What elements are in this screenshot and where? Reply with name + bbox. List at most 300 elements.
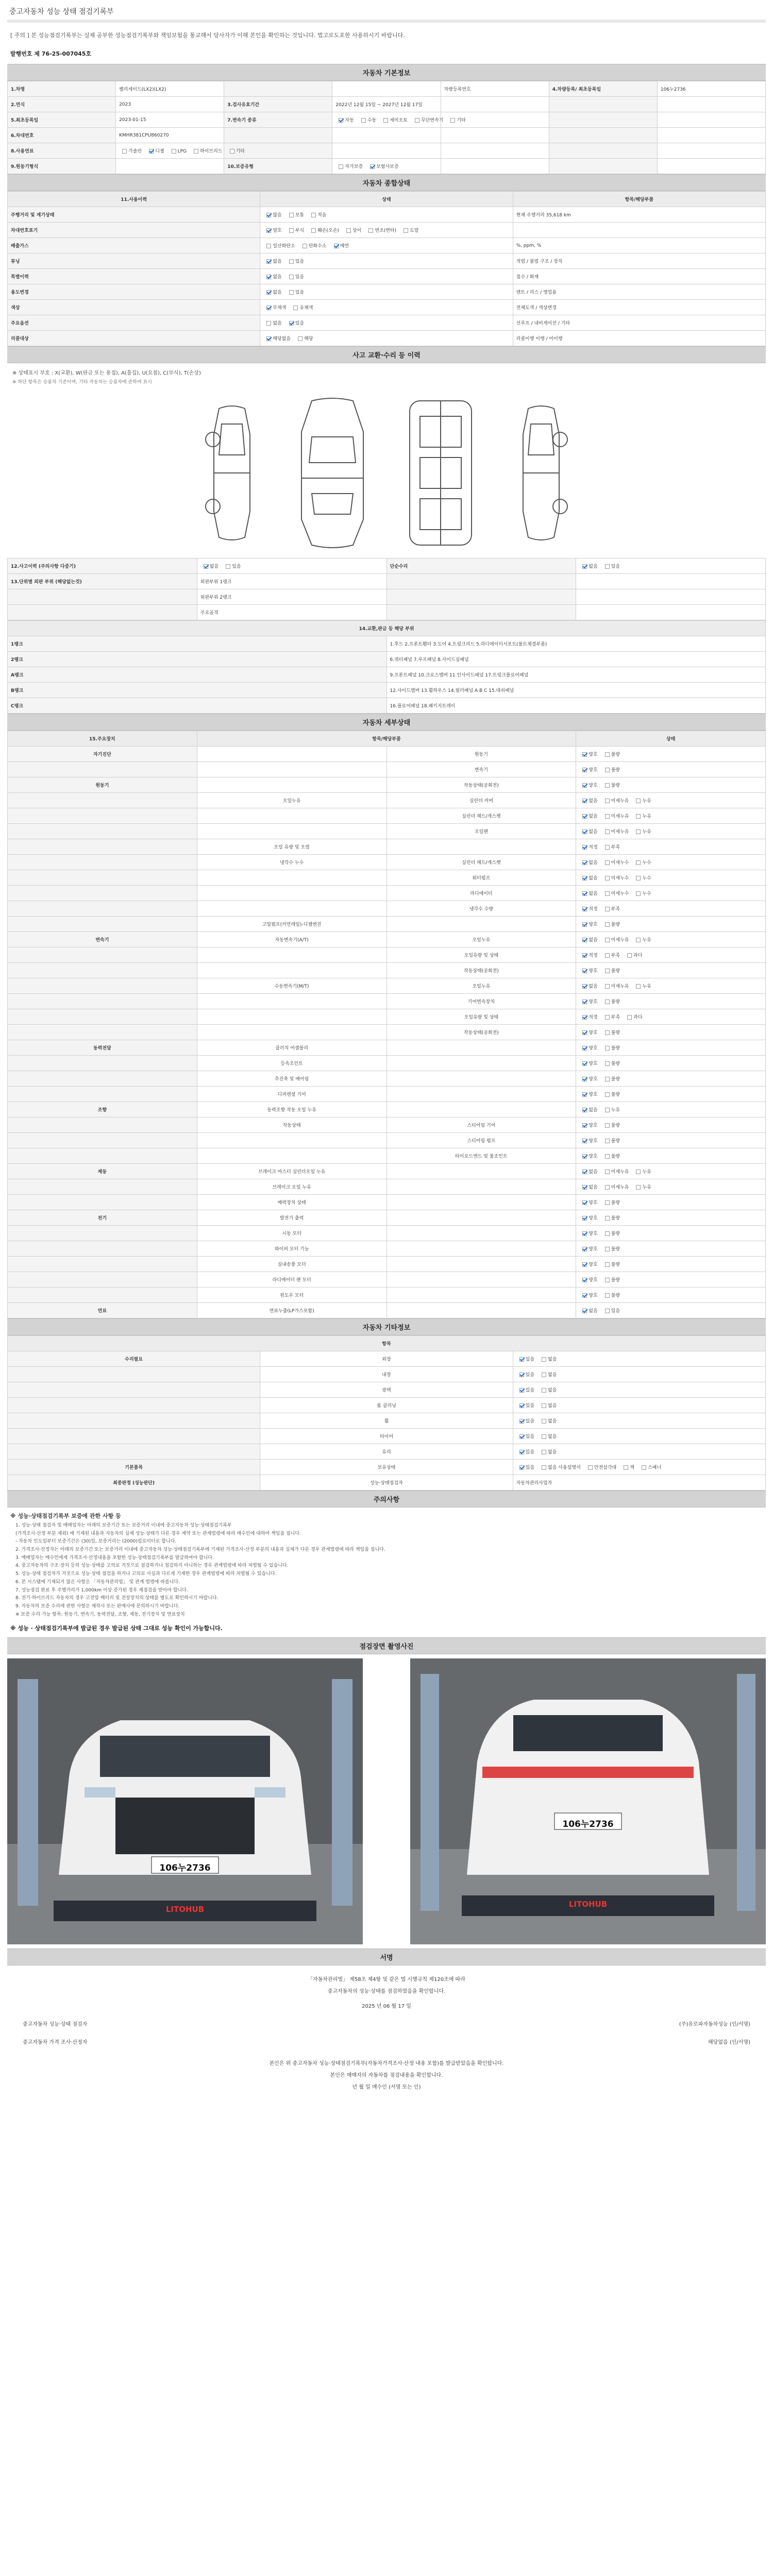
details-checkbox[interactable] [582,1170,587,1174]
details-option [602,952,620,958]
details-checkbox[interactable] [605,1262,610,1267]
summary-option-label: 유채색 [299,306,313,311]
details-checkbox[interactable] [605,1077,610,1081]
details-checkbox[interactable] [582,860,587,865]
details-item: 배력장치 상태 [197,1195,386,1210]
details-subitem: 냉각수 수량 [386,901,576,917]
summary-row [8,207,766,223]
accident-checkbox[interactable] [605,564,610,569]
summary-table [7,191,766,346]
details-option [579,1245,597,1252]
details-checkbox[interactable] [582,953,587,958]
details-checkbox[interactable] [582,1293,587,1298]
other-checkbox[interactable] [542,1403,546,1408]
summary-checkbox[interactable] [289,213,294,217]
details-checkbox[interactable] [582,1092,587,1097]
fuel-checkbox[interactable] [149,149,154,154]
details-checkbox[interactable] [605,999,610,1004]
details-option [602,1199,620,1206]
details-option-label: 미세누유 [611,829,629,835]
basic-label: 8.사용연료 [8,143,116,159]
details-row [8,994,766,1009]
details-checkbox[interactable] [582,1278,587,1282]
details-group [8,994,197,1009]
details-checkbox[interactable] [582,768,587,772]
details-checkbox[interactable] [605,1309,610,1313]
details-status [576,886,766,901]
details-option-label: 과다 [633,1015,643,1020]
details-checkbox[interactable] [636,1170,641,1174]
other-checkbox[interactable] [519,1388,524,1393]
accident-legend-sub: ※ 하단 항목은 승용차 기준이며, 기타 자동차는 승용차에 준하여 표시 [12,380,152,385]
basic-value [657,97,765,112]
details-status [576,1257,766,1272]
basic-value: 2023-01-15 [116,112,224,128]
details-item: 수동변속기(M/T) [197,978,386,994]
details-checkbox[interactable] [605,1015,610,1020]
summary-checkbox[interactable] [266,213,271,217]
other-checkbox[interactable] [519,1450,524,1454]
details-option-label: 불량 [611,1077,620,1082]
details-checkbox[interactable] [582,876,587,880]
details-option-label: 양호 [589,768,598,773]
details-checkbox[interactable] [605,1154,610,1159]
details-checkbox[interactable] [582,1030,587,1035]
details-checkbox[interactable] [605,1293,610,1298]
accident-option [200,563,219,569]
details-header-cell: 15.주요장치 [8,731,197,747]
other-checkbox[interactable] [519,1419,524,1423]
summary-checkbox[interactable] [368,228,373,233]
details-option-label: 미세누유 [611,814,629,819]
other-checkbox[interactable] [542,1465,546,1470]
details-option [579,905,597,912]
details-subitem: 실린더 헤드/개스켓 [386,808,576,824]
summary-checkbox[interactable] [303,244,307,248]
details-option [579,1199,597,1206]
summary-checkbox[interactable] [293,306,298,310]
details-checkbox[interactable] [582,999,587,1004]
details-row [8,1303,766,1318]
details-row [8,855,766,870]
details-checkbox[interactable] [582,814,587,819]
details-item: 클러치 어셈블리 [197,1040,386,1056]
details-option [579,1029,597,1036]
details-option-label: 미세누수 [611,876,629,881]
details-row [8,824,766,839]
accident-checkbox[interactable] [226,564,230,569]
summary-checkbox[interactable] [298,336,303,341]
transmission-checkbox[interactable] [450,118,455,123]
accident-checkbox[interactable] [582,564,587,569]
other-checkbox[interactable] [519,1357,524,1362]
details-checkbox[interactable] [636,1185,641,1190]
details-option-label: 불량 [611,969,620,974]
details-checkbox[interactable] [582,1200,587,1205]
details-option [579,812,597,819]
other-checkbox[interactable] [519,1403,524,1408]
summary-options [260,284,513,300]
details-item [197,808,386,824]
details-option-label: 양호 [589,1061,598,1066]
fuel-checkbox[interactable] [194,149,198,154]
details-checkbox[interactable] [605,876,610,880]
warranty-option-label: 자가보증 [345,164,363,170]
details-option-label: 불량 [611,1030,620,1036]
page-title: 중고자동차 성능 상태 점검기록부 [9,8,114,16]
details-option [602,921,620,927]
basic-row [8,128,766,143]
details-subitem [386,1195,576,1210]
details-checkbox[interactable] [605,1123,610,1128]
summary-checkbox[interactable] [266,244,271,248]
details-checkbox[interactable] [582,1262,587,1267]
details-checkbox[interactable] [582,845,587,850]
other-item: 광택 [260,1382,513,1398]
details-option-label: 양호 [589,1123,598,1128]
details-checkbox[interactable] [636,799,641,803]
summary-checkbox[interactable] [289,275,294,279]
details-group [8,886,197,901]
other-checkbox[interactable] [624,1465,628,1470]
other-option-label: 안전삼각대 [594,1465,617,1470]
details-option [602,1091,620,1097]
details-checkbox[interactable] [582,1123,587,1128]
fuel-checkbox[interactable] [172,149,176,154]
details-row [8,839,766,855]
summary-checkbox[interactable] [266,259,271,264]
details-option [579,1075,597,1082]
details-item [197,901,386,917]
details-subitem [386,1102,576,1117]
other-checkbox[interactable] [542,1388,546,1393]
details-checkbox[interactable] [605,1061,610,1066]
details-option [579,1168,597,1175]
caution-line: 4. 중고자동차의 구조·장치 등의 성능·상태를 고의로 거짓으로 점검하거나 점검하지 아니하는 경우 관계법령에 따라 처벌될 수 있습니다. [15,1563,289,1569]
details-checkbox[interactable] [636,938,641,942]
fuel-option-label: LPG [177,149,187,154]
details-checkbox[interactable] [605,814,610,819]
details-option-label: 양호 [589,1216,598,1221]
basic-value: KMHR381CPU860270 [116,128,224,143]
basic-label: 10.보증유형 [224,159,332,174]
other-checkbox[interactable] [542,1357,546,1362]
details-checkbox[interactable] [605,1247,610,1251]
details-subitem: 오일유량 및 상태 [386,1009,576,1025]
details-row [8,1272,766,1287]
other-option [638,1464,661,1470]
details-checkbox[interactable] [582,752,587,757]
section-other-title: 자동차 기타정보 [7,1318,766,1335]
warranty-checkbox[interactable] [339,164,343,169]
details-checkbox[interactable] [636,829,641,834]
summary-option-label: 양호 [273,228,282,233]
details-checkbox[interactable] [582,1046,587,1050]
summary-checkbox[interactable] [266,275,271,279]
details-option-label: 미세누유 [611,1185,629,1190]
basic-value [116,143,245,159]
details-checkbox[interactable] [605,938,610,942]
details-checkbox[interactable] [605,845,610,850]
details-group [8,839,197,855]
summary-option [286,273,304,280]
details-checkbox[interactable] [605,1185,610,1190]
caution-lines [7,1522,766,1619]
details-option-label: 양호 [589,922,598,927]
summary-checkbox[interactable] [289,259,294,264]
other-item: 유리 [260,1444,513,1460]
details-item [197,1133,386,1148]
details-checkbox[interactable] [582,938,587,942]
details-checkbox[interactable] [605,1170,610,1174]
details-group: 원동기 [8,777,197,793]
summary-checkbox[interactable] [334,244,339,248]
details-checkbox[interactable] [605,984,610,989]
details-checkbox[interactable] [636,860,641,865]
details-checkbox[interactable] [582,829,587,834]
caution-line: 7. 성능점검 완료 후 주행거리가 1,000km 이상 증가된 경우 재점검을 받아야 합니다. [15,1587,188,1593]
details-checkbox[interactable] [582,1061,587,1066]
basic-row [8,97,766,112]
summary-checkbox[interactable] [266,228,271,233]
details-checkbox[interactable] [605,1216,610,1221]
details-checkbox[interactable] [605,1200,610,1205]
details-checkbox[interactable] [605,907,610,911]
details-subitem [386,1056,576,1071]
details-option [579,766,597,773]
details-checkbox[interactable] [582,799,587,803]
summary-checkbox[interactable] [346,228,351,233]
details-checkbox[interactable] [605,922,610,927]
details-option [633,859,651,866]
basic-value [116,159,224,174]
details-checkbox[interactable] [636,876,641,880]
details-checkbox[interactable] [605,1108,610,1112]
fuel-checkbox[interactable] [230,149,234,154]
details-row [8,762,766,777]
fuel-option [191,147,222,154]
other-checkbox[interactable] [588,1465,593,1470]
exchange-parts: 9.프론트패널 10.크로스멤버 11.인사이드패널 17.트렁크플로어패널 [386,667,766,683]
details-checkbox[interactable] [582,1139,587,1143]
details-option-label: 양호 [589,1293,598,1298]
details-option-label: 없음 [589,799,598,804]
transmission-checkbox[interactable] [415,118,419,123]
details-checkbox[interactable] [582,984,587,989]
summary-option-label: 해당 [304,336,313,342]
summary-label: 주요옵션 [8,315,260,331]
details-option-label: 불량 [611,1293,620,1298]
summary-checkbox[interactable] [266,290,271,295]
details-item [197,777,386,793]
other-checkbox[interactable] [642,1465,646,1470]
summary-checkbox[interactable] [266,336,271,341]
other-row [8,1351,766,1367]
details-status [576,1272,766,1287]
details-status [576,917,766,932]
price-value: 해당없음 (인/서명) [708,2040,750,2046]
details-option [633,936,651,943]
details-checkbox[interactable] [605,768,610,772]
summary-extra: 전체도색 / 색상변경 [513,300,765,315]
details-row [8,1287,766,1303]
accident-option-label: 있음 [232,564,241,569]
summary-option [400,227,418,233]
details-group: 제동 [8,1164,197,1179]
details-subitem: 작동상태(공회전) [386,1025,576,1040]
details-option-label: 누유 [642,814,651,819]
details-checkbox[interactable] [627,1015,632,1020]
details-option-label: 미세누수 [611,891,629,896]
details-checkbox[interactable] [605,891,610,896]
basic-row [8,143,766,159]
details-checkbox[interactable] [582,969,587,973]
details-checkbox[interactable] [582,907,587,911]
details-checkbox[interactable] [636,984,641,989]
other-option [539,1433,557,1439]
other-option [539,1464,581,1470]
details-subitem: 변속기 [386,762,576,777]
accident-cell: 외판부위 1랭크 [197,574,386,589]
details-checkbox[interactable] [605,969,610,973]
details-checkbox[interactable] [582,922,587,927]
accident-table [7,558,766,620]
details-option [579,1292,597,1298]
summary-checkbox[interactable] [289,321,294,326]
other-status [513,1429,765,1444]
other-checkbox[interactable] [542,1372,546,1377]
caution-line: 3. 매매업자는 매수인에게 가격조사·산정내용을 포함한 성능·상태점검기록부를 발급하여야 합니다. [15,1555,214,1561]
details-group [8,824,197,839]
accident-checkbox[interactable] [204,564,208,569]
details-checkbox[interactable] [636,814,641,819]
details-checkbox[interactable] [582,1015,587,1020]
other-checkbox[interactable] [519,1465,524,1470]
exchange-rank: B랭크 [8,683,387,698]
details-checkbox[interactable] [605,1030,610,1035]
details-checkbox[interactable] [605,799,610,803]
other-group [8,1429,260,1444]
details-checkbox[interactable] [582,1108,587,1112]
details-checkbox[interactable] [582,1231,587,1236]
accident-cell [386,605,576,620]
details-option [602,1137,620,1144]
details-checkbox[interactable] [605,1139,610,1143]
accident-option-label: 없음 [209,564,219,569]
fuel-checkbox[interactable] [122,149,127,154]
summary-checkbox[interactable] [289,290,294,295]
rear-plate: 106누2736 [562,1819,614,1830]
details-option-label: 미세누수 [611,860,629,866]
transmission-checkbox[interactable] [339,118,343,123]
details-option [633,982,651,989]
summary-checkbox[interactable] [404,228,408,233]
doc-number: 발행번호 제 76-25-007045호 [10,50,92,57]
other-checkbox[interactable] [542,1434,546,1439]
summary-option [263,227,281,233]
details-checkbox[interactable] [582,1247,587,1251]
details-subitem [386,1164,576,1179]
basic-value [332,128,441,143]
details-item [197,947,386,963]
summary-option-label: 없음 [273,321,282,326]
summary-checkbox[interactable] [311,213,316,217]
basic-value: 팰리세이드(LX2)(LX2) [116,81,224,97]
details-status [576,932,766,947]
other-option [620,1464,634,1470]
details-checkbox[interactable] [605,860,610,865]
details-subitem: 실린더 커버 [386,793,576,808]
warranty-checkbox[interactable] [370,164,375,169]
details-checkbox[interactable] [605,829,610,834]
transmission-checkbox[interactable] [361,118,366,123]
basic-value: 106누2736 [657,81,765,97]
summary-option [263,273,281,280]
details-checkbox[interactable] [582,1185,587,1190]
details-checkbox[interactable] [582,1154,587,1159]
details-status [576,1287,766,1303]
details-checkbox[interactable] [605,1278,610,1282]
other-checkbox[interactable] [519,1434,524,1439]
other-option-label: 있음 [525,1388,535,1393]
details-checkbox[interactable] [582,1216,587,1221]
details-group [8,1195,197,1210]
caution-line: 9. 자동차의 보증 수리에 관한 사항은 제작사 또는 판매사에 문의하시기 바랍니다. [15,1603,180,1609]
summary-checkbox[interactable] [266,306,271,310]
transmission-checkbox[interactable] [383,118,388,123]
details-checkbox[interactable] [627,953,632,958]
details-checkbox[interactable] [582,1077,587,1081]
details-option-label: 미세누유 [611,1170,629,1175]
details-checkbox[interactable] [605,1092,610,1097]
basic-label [549,97,657,112]
details-checkbox[interactable] [605,783,610,788]
other-checkbox[interactable] [542,1450,546,1454]
details-status [576,1179,766,1195]
summary-label: 배출가스 [8,238,260,253]
details-item: 라디에이터 팬 모터 [197,1272,386,1287]
details-option-label: 없음 [589,1170,598,1175]
other-checkbox[interactable] [542,1419,546,1423]
details-checkbox[interactable] [636,891,641,896]
other-row [8,1444,766,1460]
details-row [8,1102,766,1117]
details-option-label: 불량 [611,1262,620,1267]
details-checkbox[interactable] [605,752,610,757]
transmission-option [447,116,465,123]
accident-cell: 12.사고이력 (주의사항 다중기) [8,558,197,574]
summary-checkbox[interactable] [289,228,294,233]
other-checkbox[interactable] [519,1372,524,1377]
summary-checkbox[interactable] [266,321,271,326]
fuel-option-label: 하이브리드 [200,149,223,154]
details-checkbox[interactable] [605,1231,610,1236]
other-item: 외장 [260,1351,513,1367]
details-option-label: 불량 [611,999,620,1005]
details-checkbox[interactable] [605,953,610,958]
summary-checkbox[interactable] [311,228,316,233]
summary-label: 특별이력 [8,269,260,284]
basic-value [441,128,549,143]
basic-label [224,128,332,143]
details-checkbox[interactable] [582,1309,587,1313]
details-checkbox[interactable] [582,891,587,896]
fuel-option [119,147,142,154]
other-group: 기본품목 [8,1460,260,1475]
details-checkbox[interactable] [605,1046,610,1050]
details-checkbox[interactable] [582,783,587,788]
details-status [576,1040,766,1056]
